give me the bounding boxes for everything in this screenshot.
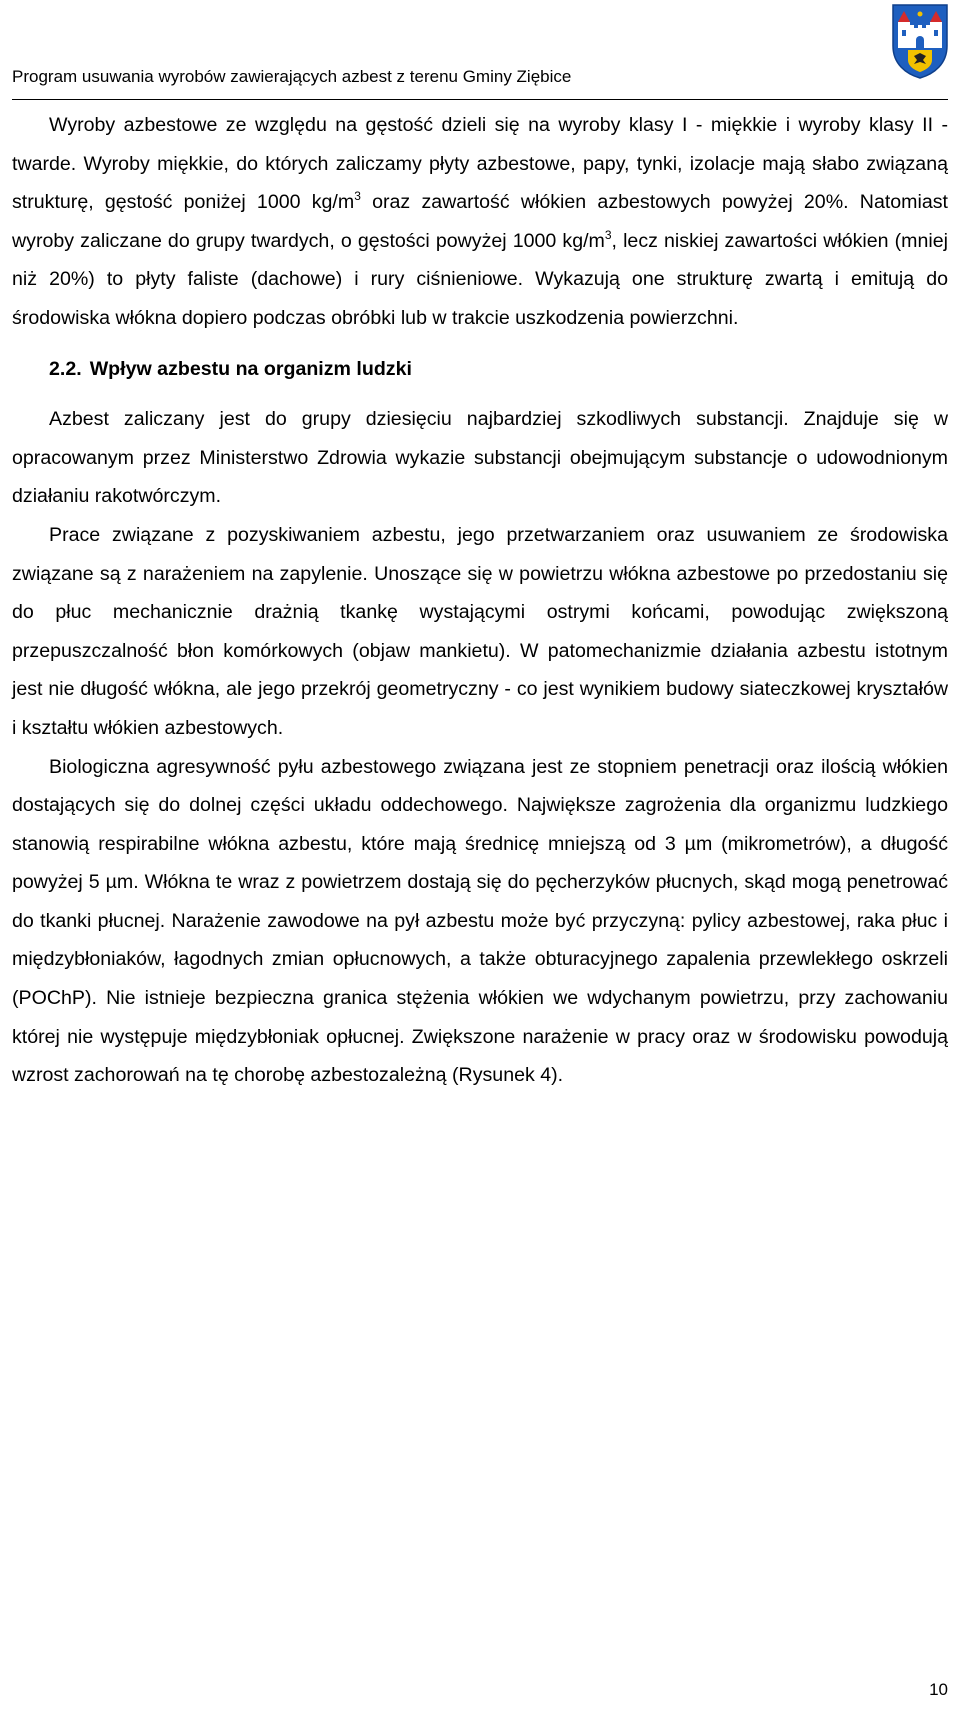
section-heading: [49, 350, 948, 389]
document-body: [12, 106, 948, 1095]
paragraph-text: Wyroby azbestowe ze względu na gęstość dzieli się na wyroby klasy I - miękkie i wyroby klasy II - twarde. Wyroby miękkie, do których zaliczamy płyty azbestowe, papy, tynki, izolacje mają słabo związaną strukturę, gęstość poniżej 1000 kg/m: [12, 114, 948, 214]
page-number: 10: [929, 1680, 948, 1699]
paragraph-asbestos-classes: [12, 106, 948, 338]
document-title: Program usuwania wyrobów zawierających azbest z terenu Gminy Ziębice: [12, 67, 572, 86]
paragraph-text: , lecz niskiej zawartości włókien (mniej niż 20%) to płyty faliste (dachowe) i rury ciśnieniowe. Wykazują one strukturę zwartą i emitują do środowiska włókna dopiero podczas obróbki lub w trakcie uszkodzenia powierzchni.: [12, 229, 948, 329]
paragraph-fiber-mechanism: Prace związane z pozyskiwaniem azbestu, jego przetwarzaniem oraz usuwaniem ze środowiska związane są z narażeniem na zapylenie. Unoszące się w powietrzu włókna azbestowe po przedostaniu się do płuc mechanicznie drażnią tkankę wystającymi ostrymi końcami, powodując zwiększoną przepuszczalność błon komórkowych (objaw mankietu). W patomechanizmie działania azbestu istotnym jest nie długość włókna, ale jego przekrój geometryczny - co jest wynikiem budowy siateczkowej kryształów i kształtu włókien azbestowych.: [12, 523, 948, 739]
section-title: Wpływ azbestu na organizm ludzki: [89, 357, 412, 380]
page-header: [12, 0, 948, 100]
paragraph-health-risks: Biologiczna agresywność pyłu azbestowego związana jest ze stopniem penetracji oraz ilością włókien dostających się do dolnej części układu oddechowego. Największe zagrożenia dla organizmu ludzkiego stanowią respirabilne włókna azbestu, które mają średnicę mniejszą od 3 µm (mikrometrów), a długość powyżej 5 µm. Włókna te wraz z powietrzem dostają się do pęcherzyków płucnych, skąd mogą penetrować do tkanki płucnej. Narażenie zawodowe na pył azbestu może być przyczyną: pylicy azbestowej, raka płuc i międzybłoniaków, łagodnych zmian opłucnowych, a także obturacyjnego zapalenia przewlekłego oskrzeli (POChP). Nie istnieje bezpieczna granica stężenia włókien we wdychanym powietrzu, przy zachowaniu której nie występuje międzybłoniak opłucnej. Zwiększone narażenie w pracy oraz w środowisku powodują wzrost zachorowań na tę chorobę azbestozależną (Rysunek 4).: [12, 755, 948, 1087]
paragraph-harmful-substance: Azbest zaliczany jest do grupy dziesięciu najbardziej szkodliwych substancji. Znajduje się w opracowanym przez Ministerstwo Zdrowia wykazie substancji obejmującym substancje o udowodnionym działaniu rakotwórczym.: [12, 408, 948, 508]
superscript: 3: [604, 227, 612, 242]
paragraph-text: oraz zawartość włókien azbestowych powyżej 20%. Natomiast wyroby zaliczane do grupy twardych, o gęstości powyżej 1000 kg/m: [12, 191, 948, 252]
header-divider: [12, 99, 948, 100]
superscript: 3: [354, 189, 361, 204]
section-number: 2.2.: [49, 357, 82, 380]
coat-of-arms-icon: [890, 2, 950, 80]
